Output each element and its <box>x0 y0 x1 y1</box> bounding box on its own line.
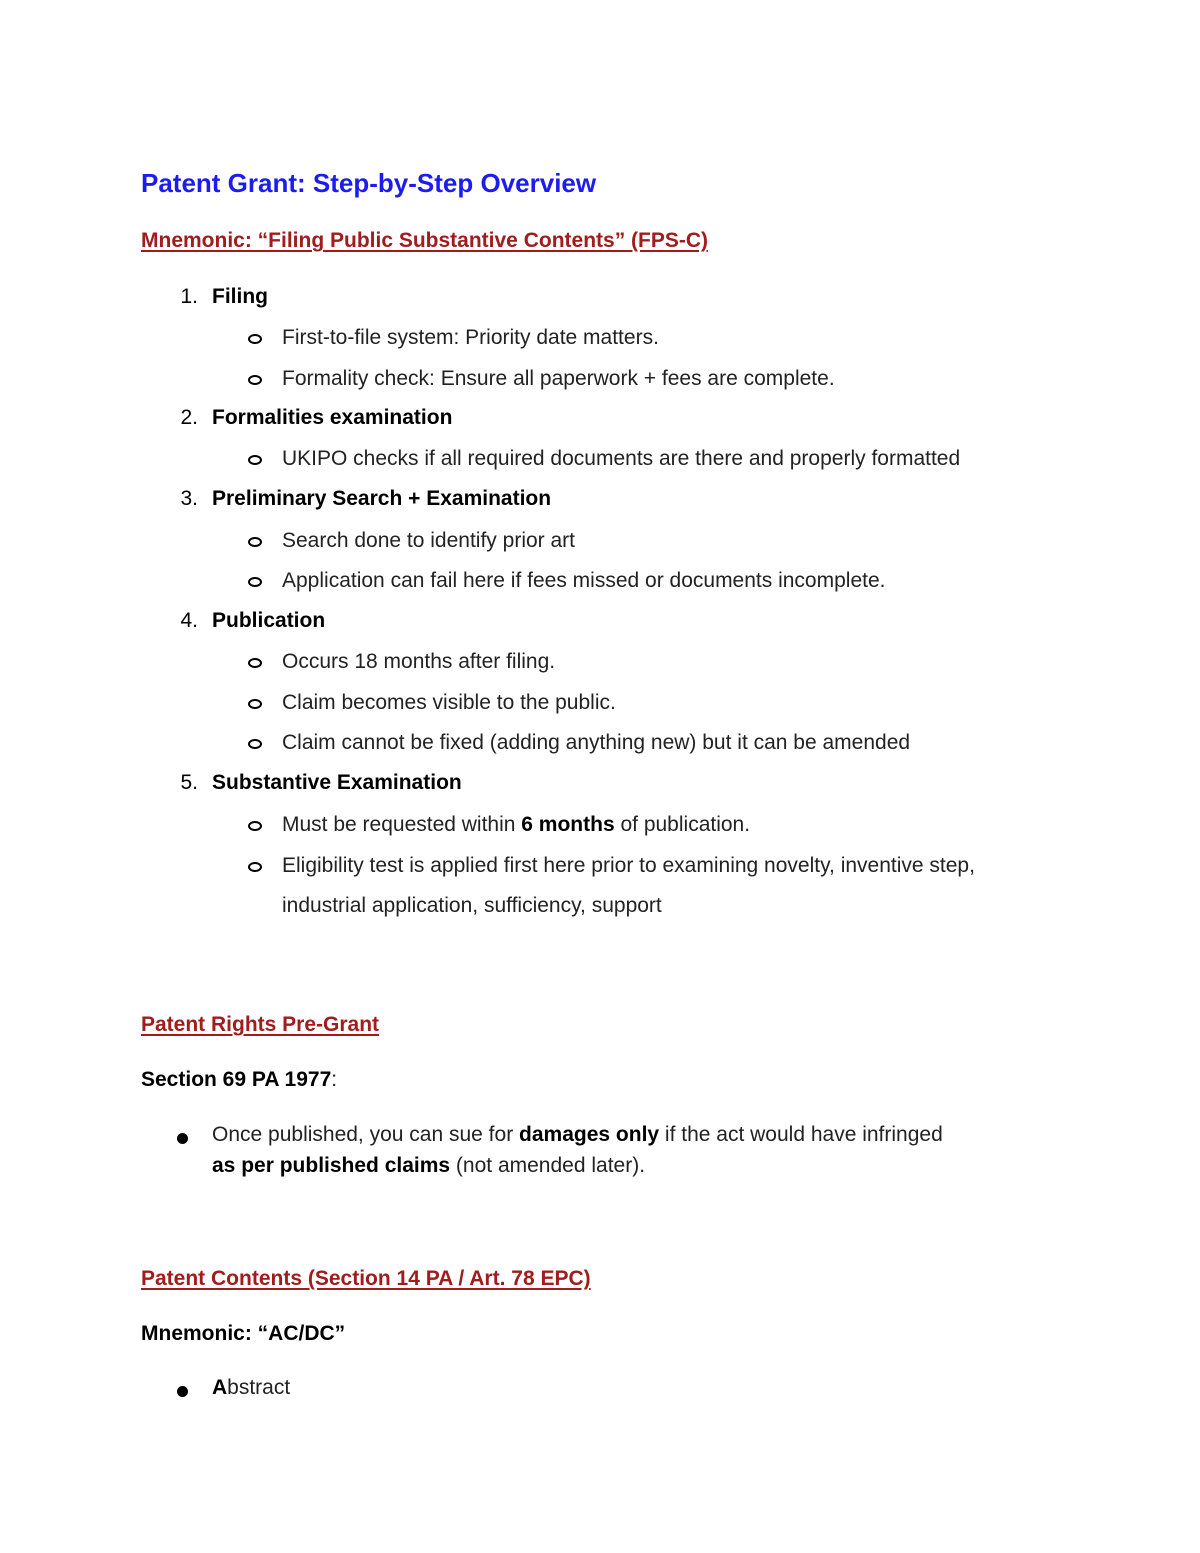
section-reference: Section 69 PA 1977: <box>141 1068 338 1091</box>
mnemonic-heading: Mnemonic: “Filing Public Substantive Contents” (FPS-C) <box>141 229 709 252</box>
bullet-icon <box>177 1386 188 1397</box>
list-item: Claim cannot be fixed (adding anything new) but it can be amended <box>282 731 911 754</box>
list-item: Eligibility test is applied first here prior to examining novelty, inventive step, <box>282 854 975 877</box>
hollow-bullet-icon <box>248 537 262 547</box>
emphasis-text: 6 months <box>521 813 615 836</box>
contents-heading: Patent Contents (Section 14 PA / Art. 78 EPC) <box>141 1267 591 1290</box>
list-item: Claim becomes visible to the public. <box>282 691 616 714</box>
list-item: Occurs 18 months after filing. <box>282 650 556 673</box>
step-label-preliminary-search: Preliminary Search + Examination <box>212 487 552 510</box>
hollow-bullet-icon <box>248 699 262 709</box>
step-label-substantive-examination: Substantive Examination <box>212 771 462 794</box>
hollow-bullet-icon <box>248 577 262 587</box>
step-label-formalities: Formalities examination <box>212 406 453 429</box>
step-label-publication: Publication <box>212 609 326 632</box>
list-item-continuation: industrial application, sufficiency, support <box>282 894 662 917</box>
hollow-bullet-icon <box>248 862 262 872</box>
step-label-filing: Filing <box>212 285 268 308</box>
list-item: UKIPO checks if all required documents are there and properly formatted <box>282 447 961 470</box>
list-item: Abstract <box>212 1376 291 1399</box>
pre-grant-heading: Patent Rights Pre-Grant <box>141 1013 380 1036</box>
hollow-bullet-icon <box>248 739 262 749</box>
hollow-bullet-icon <box>248 455 262 465</box>
list-item: Formality check: Ensure all paperwork + fees are complete. <box>282 367 835 390</box>
step-number: 4. <box>180 609 198 632</box>
page-title: Patent Grant: Step-by-Step Overview <box>141 168 597 198</box>
hollow-bullet-icon <box>248 658 262 668</box>
list-item-continuation: as per published claims (not amended later). <box>212 1154 646 1177</box>
bullet-icon <box>177 1133 188 1144</box>
hollow-bullet-icon <box>248 821 262 831</box>
step-number: 1. <box>180 285 198 308</box>
list-item: Must be requested within 6 months of publication. <box>282 813 751 836</box>
list-item: First-to-file system: Priority date matters. <box>282 326 659 349</box>
hollow-bullet-icon <box>248 375 262 385</box>
step-number: 2. <box>180 406 198 429</box>
step-number: 3. <box>180 487 198 510</box>
step-number: 5. <box>180 771 198 794</box>
list-item: Application can fail here if fees missed or documents incomplete. <box>282 569 886 592</box>
acdc-mnemonic: Mnemonic: “AC/DC” <box>141 1322 346 1345</box>
list-item: Search done to identify prior art <box>282 529 575 552</box>
list-item: Once published, you can sue for damages only if the act would have infringed <box>212 1123 943 1146</box>
hollow-bullet-icon <box>248 334 262 344</box>
